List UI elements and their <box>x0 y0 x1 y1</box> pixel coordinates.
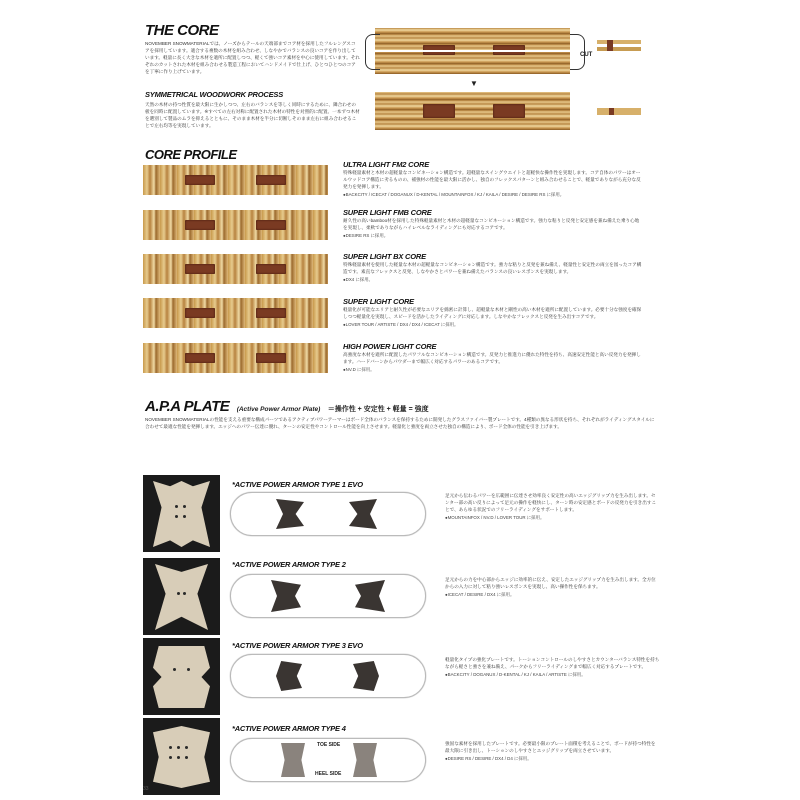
snowboard-type4 <box>230 738 426 782</box>
down-arrow-icon: ▼ <box>470 79 478 88</box>
core-board-super-light-fmb <box>143 210 328 240</box>
profile-item-models: ●NV.D に採用。 <box>343 367 375 372</box>
profile-item <box>343 252 643 283</box>
toe-side-label: TOE SIDE <box>317 742 341 748</box>
apa-type-desc <box>445 656 660 678</box>
apa-type3-plate-image <box>143 638 220 715</box>
core-board-super-light-bx <box>143 254 328 284</box>
profile-item-models: ●LOVER TOUR / ARTISTE / DX4 / DX4 / ICECAT に採用。 <box>343 322 459 327</box>
profile-item <box>343 297 643 328</box>
apa-type2-plate-image <box>143 558 220 635</box>
apa-type-desc <box>445 576 660 598</box>
profile-item <box>343 208 643 239</box>
core-plank-after <box>375 92 570 130</box>
apa-tagline: ＝操作性 + 安定性 + 軽量 = 強度 <box>327 406 429 413</box>
apa-subtitle: (Active Power Armor Plate) <box>236 406 321 413</box>
apa-type-desc <box>445 740 660 762</box>
symmetrical-text: 天然の木材の持つ性質を最大限に生かしつつ、左右のバランスを等しく同時にするために、隣合わせの板を同時に配置しています。※すべての左右対称に配置された木材の特性を対照的に配置、一本ずつ木材を選別して製品のムラを抑えるとともに、そのまま木材を半分に切断しそのまま左右に組み合わせることで左右均等を実現しています。 <box>145 102 360 128</box>
core-insert <box>423 104 455 118</box>
core-plank-before <box>375 28 570 74</box>
apa-type-text: 足元からの力を中心部からエッジに効率的に伝え、安定したエッジグリップ力を生み出します。全方位からの入力に対して粘り強いレスポンスを実現し、高い操作性を保ちます。 <box>445 577 656 589</box>
snowboard-type2 <box>230 574 426 618</box>
profile-item-text: 耐久性の高いbamboo材を採用した特殊軽量素材と木材の超軽量なコンビネーション構造です。強力な粘りと反発と安定感を兼ね備えた乗り心地を実現し、柔軟でありながらハイレベルなライディングにも対応するコアです。 <box>343 218 640 230</box>
cut-line <box>375 50 570 52</box>
apa-type-name: *ACTIVE POWER ARMOR TYPE 3 EVO <box>232 641 363 650</box>
snowboard-type3 <box>230 654 426 698</box>
flip-arrow-icon <box>365 34 380 70</box>
cut-cross-section <box>597 40 641 52</box>
profile-item <box>343 160 643 198</box>
profile-item-models: ●BACKCITY / ICECAT / DOGANUX / D-KENTAL / MOUNTAINFOX / KJ / KAILA / DESIRE / DESIRE RS に採用。 <box>343 192 565 197</box>
apa-type-text: 強固な素材を採用したプレートです。必要最小限のプレート面積を考えることで、ボードが持つ特性を最大限に引き出し、トーションのしやすさとエッジグリップを両立させています。 <box>445 741 656 753</box>
apa-type1-plate-image <box>143 475 220 552</box>
apa-type-name: *ACTIVE POWER ARMOR TYPE 1 EVO <box>232 480 363 489</box>
core-cross-section <box>597 108 641 115</box>
core-board-ultra-light-fm2 <box>143 165 328 195</box>
profile-item-models: ●DX4 に採用。 <box>343 277 373 282</box>
apa-type-models: ●DESIRE RS / DESIRE / DX4 / D4 に採用。 <box>445 756 532 761</box>
apa-type-text: 軽量化タイプの強化プレートです。トーションコントロールのしやすさとカウンターバランス特性を持ちながら軽さと強さを兼ね備え、パークからフリーライディングまで幅広く対応するプレートです。 <box>445 657 660 669</box>
core-profile-title: CORE PROFILE <box>145 147 237 162</box>
profile-item-models: ●DESIRE RS に採用。 <box>343 233 389 238</box>
apa-type-models: ●ICECAT / DESIRE / DX4 に採用。 <box>445 592 515 597</box>
symmetrical-title: SYMMETRICAL WOODWORK PROCESS <box>145 90 284 99</box>
apa-type4-plate-image <box>143 718 220 795</box>
profile-item-text: 特殊軽量素材と木材の超軽量なコンビネーション構造です。超軽量なスイングウエイトと超軽快な操作性を実現します。コア自体のパワーはオールウッドコア構造に劣るものの、補強材の性能を最大限に活かし、独自のフレックスパターンと組み合わせることで、軽量でありながら充分な反発力を発揮します。 <box>343 170 641 189</box>
page-number: 33 <box>143 786 149 792</box>
core-insert <box>493 104 525 118</box>
apa-type-models: ●BACKCITY / DOGANUX / D-KENTAL / KJ / KAILA / ARTISTE に採用。 <box>445 672 586 677</box>
apa-type-models: ●MOUNTAINFOX / NV.D / LOVER TOUR に採用。 <box>445 515 545 520</box>
apa-header <box>145 398 429 416</box>
profile-item-text: 高強度な木材を適所に配置したパワフルなコンビネーション構造です。反発力と推進力に優れた特性を持ち、高速安定性能と高い反発力を発揮します。ハードバーンからパウダーまで幅広く対応するパワーのあるコアです。 <box>343 352 641 364</box>
profile-item-text: 特殊軽量素材を使用した軽量な木材の超軽量なコンビネーション構造です。強力な粘りと反発を兼ね備え、軽量性と安定性の両立を図ったコア構造です。素直なフレックスと反発、しなやかさとパワーを兼ね備えたバランスの良いレスポンスを実現します。 <box>343 262 642 274</box>
core-intro: NOVEMBER SNOWMATERIALでは、ノーズからテールの天端部までコア材を採用したフルレングスコアを採用しています。適合する複数の木材を組み合わせ、しなやかでバランスの良いコアを作り出しています。軽量に長く大きな木材を適所に配置しつつ、軽くて強いコア素材を中心に使用しています。それぞれのカットされた木材を組み合わせる製造工程においてハンドメイドで仕上げ、ひとつひとつのコアを丁寧に作り上げています。 <box>145 41 360 74</box>
profile-item-name: HIGH POWER LIGHT CORE <box>343 342 437 351</box>
core-title: THE CORE <box>145 22 219 39</box>
apa-type-name: *ACTIVE POWER ARMOR TYPE 2 <box>232 560 346 569</box>
apa-type-text: 足元から伝わるパワーを広範囲に伝達させ効率良く安定性の高いエッジグリップ力を生み出します。センター部の高い反りによって足元の操作を軽快にし、ターン時の安定感とボードの反発力を引き出すことで、あらゆる状況でのフリーライディングをサポートします。 <box>445 493 657 512</box>
snowboard-type1 <box>230 492 426 536</box>
apa-type-desc <box>445 492 660 521</box>
heel-side-label: HEEL SIDE <box>315 771 342 777</box>
apa-intro: NOVEMBER SNOWMATERIALの性能を支える重要な構成パーツであるアクティブパワーアーマーはボード全体のバランスを保持するために開発したグラスファイバー製プレートです。4種類の異なる形状を持ち、それぞれがライディングスタイルに合わせて最適な性能を発揮します。エッジへのパワー伝達に優れ、ターンの安定性やコントロール性能を向上させます。軽量化と強度を両立させた独自の構造により、ボード全体の性能を引き上げます。 <box>145 417 655 429</box>
cut-label: CUT <box>580 52 593 58</box>
profile-item-text: 軽量化が可能なエリアと耐久性が必要なエリアを綿密に計算し、超軽量な木材と剛性の高い木材を適所に配置しています。必要十分な強度を確保しつつ軽量化を実現し、スピードを活かしたライディングに対応します。しなやかなフレックスと反発を生み出すコアです。 <box>343 307 642 319</box>
profile-item-name: SUPER LIGHT BX CORE <box>343 252 426 261</box>
profile-item-name: SUPER LIGHT FMB CORE <box>343 208 432 217</box>
profile-item <box>343 342 643 373</box>
apa-type-name: *ACTIVE POWER ARMOR TYPE 4 <box>232 724 346 733</box>
apa-title: A.P.A PLATE <box>145 398 230 415</box>
profile-item-name: ULTRA LIGHT FM2 CORE <box>343 160 429 169</box>
core-board-high-power-light <box>143 343 328 373</box>
core-board-super-light <box>143 298 328 328</box>
profile-item-name: SUPER LIGHT CORE <box>343 297 414 306</box>
